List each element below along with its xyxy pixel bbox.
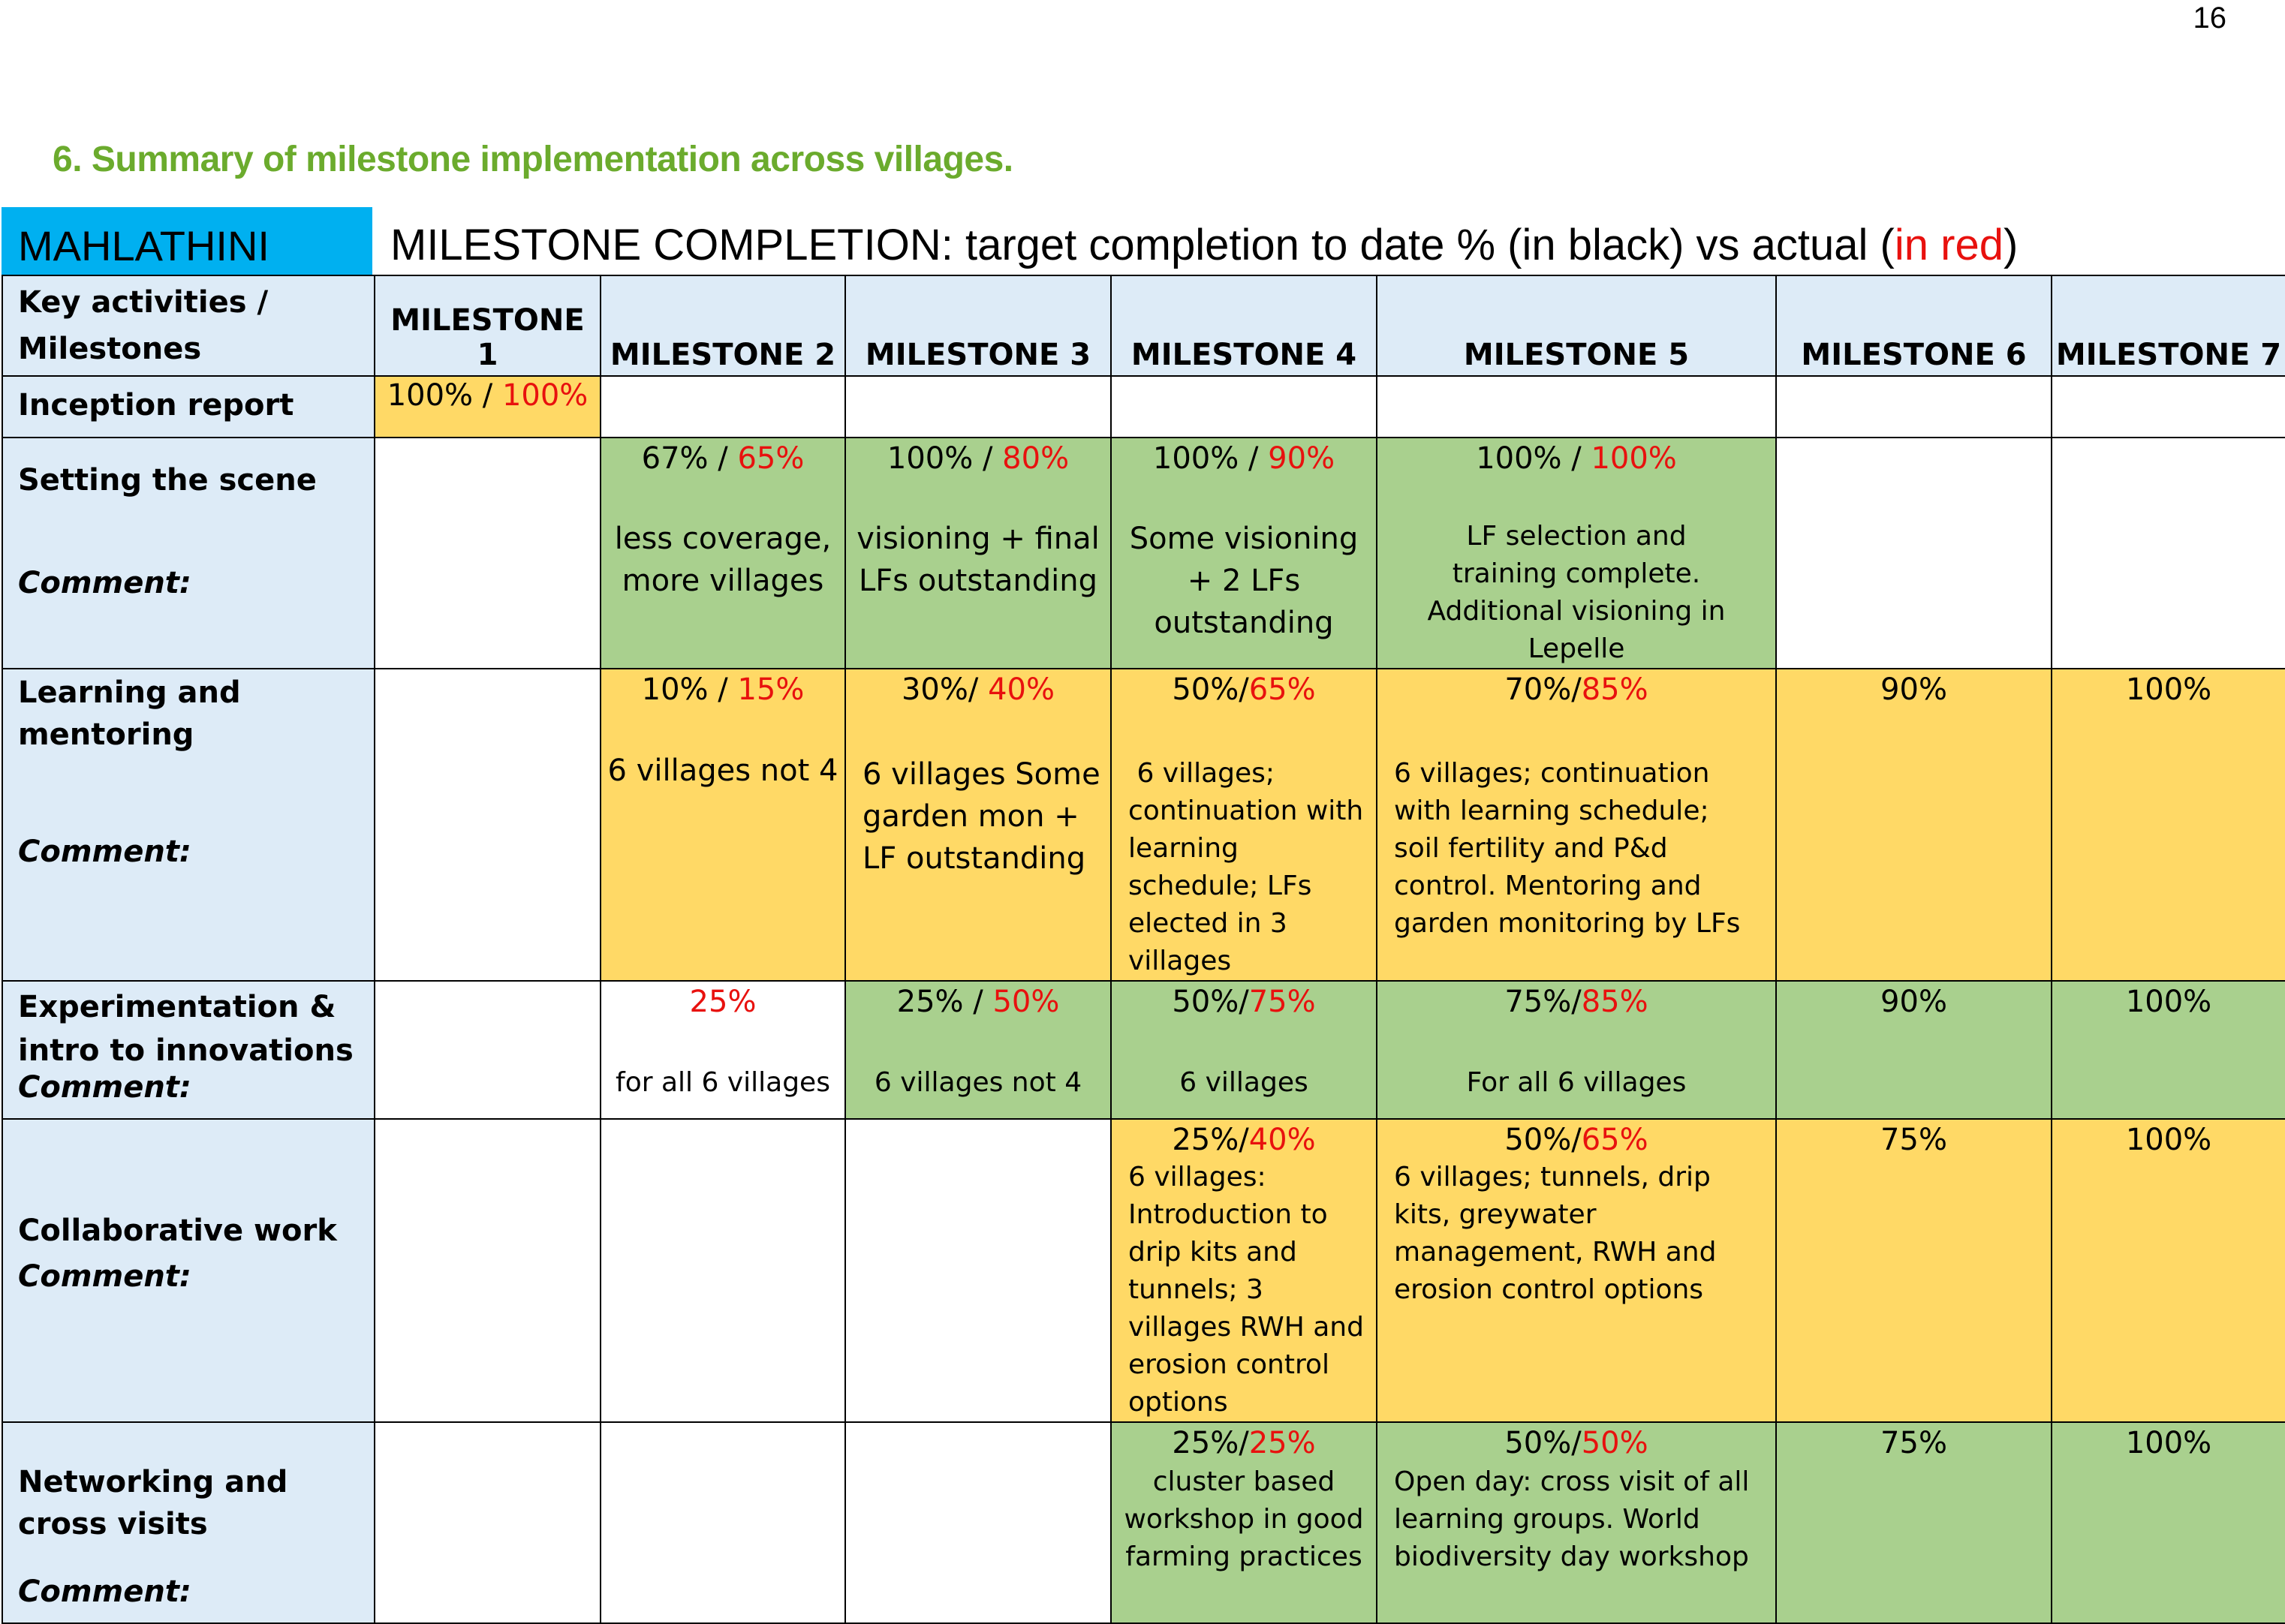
actual-value: 40% [988, 672, 1055, 707]
milestone-cell [1111, 376, 1377, 438]
cell-comment: 6 villages [1179, 1067, 1308, 1098]
activity-cell [2, 438, 375, 669]
section-title: 6. Summary of milestone implementation across villages. [53, 140, 1013, 179]
comment-label: Comment: [18, 1070, 191, 1105]
cell-percent [1115, 441, 1373, 476]
target-value: 70%/ [1504, 672, 1582, 707]
comment-label: Comment: [18, 1259, 191, 1294]
milestone-completion-heading [372, 207, 2285, 275]
target-value: 67% / [641, 441, 738, 476]
target-value: 100% / [1152, 441, 1269, 476]
cell-comment: visioning + final LFs outstanding [856, 522, 1100, 598]
actual-value: 50% [992, 985, 1060, 1019]
milestone-cell [601, 1119, 845, 1422]
actual-value: 15% [737, 672, 805, 707]
cell-comment: 6 villages; tunnels, drip kits, greywater management, RWH and erosion control options [1394, 1162, 1717, 1305]
activity-cell [2, 376, 375, 438]
cell-comment: less coverage, more villages [614, 522, 832, 598]
activity-label: Setting the scene [18, 463, 317, 498]
milestone-cell [375, 376, 601, 438]
activity-label: Learning and mentoring [18, 675, 241, 752]
actual-value: 65% [737, 441, 805, 476]
header-key-activities: Key activities / Milestones [2, 275, 375, 376]
cell-comment: for all 6 villages [616, 1067, 830, 1098]
milestone-cell [601, 669, 845, 981]
activity-label: Collaborative work [18, 1213, 337, 1248]
cell-percent: 100% [2125, 1426, 2212, 1460]
cell-comment: LF selection and training complete. Additional visioning in Lepelle [1427, 521, 1726, 664]
activity-cell [2, 981, 375, 1119]
milestone-cell [1776, 1119, 2052, 1422]
cell-percent: 100% [2125, 672, 2212, 707]
cell-percent: 75% [1880, 1426, 1947, 1460]
target-value: 25% / [896, 985, 993, 1019]
comment-label: Comment: [18, 566, 191, 600]
activity-cell [2, 669, 375, 981]
cell-percent [1380, 985, 1772, 1019]
cell-percent [604, 441, 841, 476]
milestone-cell [845, 1119, 1111, 1422]
header-milestone-5: MILESTONE 5 [1377, 275, 1776, 376]
cell-percent [1380, 672, 1772, 707]
milestone-cell [2052, 438, 2285, 669]
milestone-cell [1377, 981, 1776, 1119]
actual-value: 50% [1581, 1426, 1648, 1460]
cell-percent: 90% [1880, 985, 1947, 1019]
target-value: 100% / [1476, 441, 1591, 476]
milestone-cell [375, 1422, 601, 1623]
actual-value: 90% [1268, 441, 1335, 476]
cell-percent [1115, 672, 1373, 707]
milestone-table-wrapper [2, 207, 2285, 1624]
actual-value: 65% [1581, 1123, 1648, 1157]
cell-percent [849, 441, 1107, 476]
target-value: 50%/ [1504, 1123, 1582, 1157]
cell-percent [849, 672, 1107, 707]
milestone-cell [2052, 981, 2285, 1119]
milestone-cell [375, 981, 601, 1119]
cell-percent [849, 985, 1107, 1019]
actual-value: 65% [1248, 672, 1316, 707]
milestone-cell [601, 438, 845, 669]
cell-comment: 6 villages not 4 [607, 753, 838, 788]
target-value: 30%/ [901, 672, 989, 707]
activity-label: Networking and cross visits [18, 1465, 288, 1541]
activity-label: Inception report [18, 388, 294, 423]
cell-percent: 75% [1880, 1123, 1947, 1157]
actual-value: 85% [1581, 672, 1648, 707]
table-row-experimentation [2, 981, 2285, 1119]
table-row-inception-report [2, 376, 2285, 438]
milestone-cell [1776, 669, 2052, 981]
cell-percent [1380, 441, 1772, 476]
milestone-cell [601, 376, 845, 438]
cell-percent: 90% [1880, 672, 1947, 707]
cell-percent [1380, 1426, 1772, 1460]
village-name: MAHLATHINI [2, 207, 372, 275]
milestone-cell [1111, 669, 1377, 981]
cell-percent: 100% [2125, 1123, 2212, 1157]
comment-label: Comment: [18, 1574, 191, 1609]
milestone-cell [1377, 669, 1776, 981]
milestone-cell [1111, 1119, 1377, 1422]
activity-cell [2, 1422, 375, 1623]
header-milestone-1: MILESTONE 1 [375, 275, 601, 376]
target-value: 25%/ [1172, 1426, 1249, 1460]
cell-comment: 6 villages Some garden mon + LF outstanding [863, 757, 1100, 876]
milestone-cell [845, 438, 1111, 669]
milestone-cell [601, 981, 845, 1119]
heading-prefix: MILESTONE COMPLETION: target completion to date % (in black) vs actual ( [390, 221, 1895, 269]
cell-percent: 100% [2125, 985, 2212, 1019]
cell-percent [1115, 1123, 1373, 1157]
milestone-cell [375, 1119, 601, 1422]
cell-comment: 6 villages not 4 [874, 1067, 1082, 1098]
milestone-cell [1377, 376, 1776, 438]
cell-percent [1380, 1123, 1772, 1157]
milestone-cell [1377, 1119, 1776, 1422]
activity-cell [2, 1119, 375, 1422]
header-milestone-2: MILESTONE 2 [601, 275, 845, 376]
heading-red-text: in red [1894, 221, 2004, 269]
table-title-row [2, 207, 2285, 275]
target-value: 50%/ [1172, 985, 1249, 1019]
milestone-cell [845, 981, 1111, 1119]
milestone-cell [375, 669, 601, 981]
target-value: 100% / [387, 378, 502, 413]
actual-value: 75% [1248, 985, 1316, 1019]
milestone-cell [845, 1422, 1111, 1623]
milestone-cell [845, 669, 1111, 981]
page-number: 16 [2193, 2, 2226, 35]
actual-value: 40% [1248, 1123, 1316, 1157]
table-header-row [2, 275, 2285, 376]
comment-label: Comment: [18, 835, 191, 869]
heading-suffix: ) [2003, 221, 2019, 269]
milestone-cell [1776, 1422, 2052, 1623]
cell-percent [604, 985, 841, 1019]
actual-value: 80% [1002, 441, 1070, 476]
milestone-cell [1776, 376, 2052, 438]
cell-percent [1115, 985, 1373, 1019]
cell-comment: Some visioning + 2 LFs outstanding [1129, 522, 1359, 640]
cell-comment: For all 6 villages [1466, 1067, 1687, 1098]
milestone-cell [1111, 1422, 1377, 1623]
milestone-cell [2052, 1119, 2285, 1422]
milestone-cell [601, 1422, 845, 1623]
cell-comment: cluster based workshop in good farming practices [1124, 1466, 1364, 1572]
target-value: 50%/ [1504, 1426, 1582, 1460]
table-row-networking [2, 1422, 2285, 1623]
activity-label: Experimentation & intro to innovations [18, 990, 354, 1068]
milestone-cell [1111, 981, 1377, 1119]
actual-value: 100% [501, 378, 589, 413]
target-value: 75%/ [1504, 985, 1582, 1019]
actual-value: 85% [1581, 985, 1648, 1019]
target-value: 100% / [887, 441, 1003, 476]
cell-comment: 6 villages; continuation with learning schedule; LFs elected in 3 villages [1128, 758, 1372, 976]
milestone-cell [2052, 1422, 2285, 1623]
table-row-learning-and-mentoring [2, 669, 2285, 981]
milestone-cell [2052, 376, 2285, 438]
table-row-setting-the-scene [2, 438, 2285, 669]
cell-percent [378, 378, 597, 413]
milestone-table [2, 275, 2285, 1624]
actual-value: 100% [1591, 441, 1677, 476]
milestone-cell [1111, 438, 1377, 669]
cell-percent [604, 672, 841, 707]
actual-value: 25% [689, 985, 757, 1019]
milestone-cell [2052, 669, 2285, 981]
milestone-cell [845, 376, 1111, 438]
target-value: 50%/ [1172, 672, 1249, 707]
cell-comment: Open day: cross visit of all learning groups. World biodiversity day workshop [1394, 1466, 1750, 1572]
milestone-cell [1377, 1422, 1776, 1623]
target-value: 10% / [641, 672, 738, 707]
cell-percent [1115, 1426, 1373, 1460]
header-milestone-3: MILESTONE 3 [845, 275, 1111, 376]
header-milestone-6: MILESTONE 6 [1776, 275, 2052, 376]
milestone-cell [1776, 981, 2052, 1119]
target-value: 25%/ [1172, 1123, 1249, 1157]
cell-comment: 6 villages: Introduction to drip kits and tunnels; 3 villages RWH and erosion control options [1128, 1162, 1364, 1418]
milestone-cell [375, 438, 601, 669]
cell-comment: 6 villages; continuation with learning schedule; soil fertility and P&d control. Mentoring and garden monitoring by LFs [1394, 758, 1741, 939]
milestone-cell [1776, 438, 2052, 669]
header-milestone-4: MILESTONE 4 [1111, 275, 1377, 376]
header-milestone-7: MILESTONE 7 [2052, 275, 2285, 376]
actual-value: 25% [1248, 1426, 1316, 1460]
table-row-collaborative-work [2, 1119, 2285, 1422]
milestone-cell [1377, 438, 1776, 669]
